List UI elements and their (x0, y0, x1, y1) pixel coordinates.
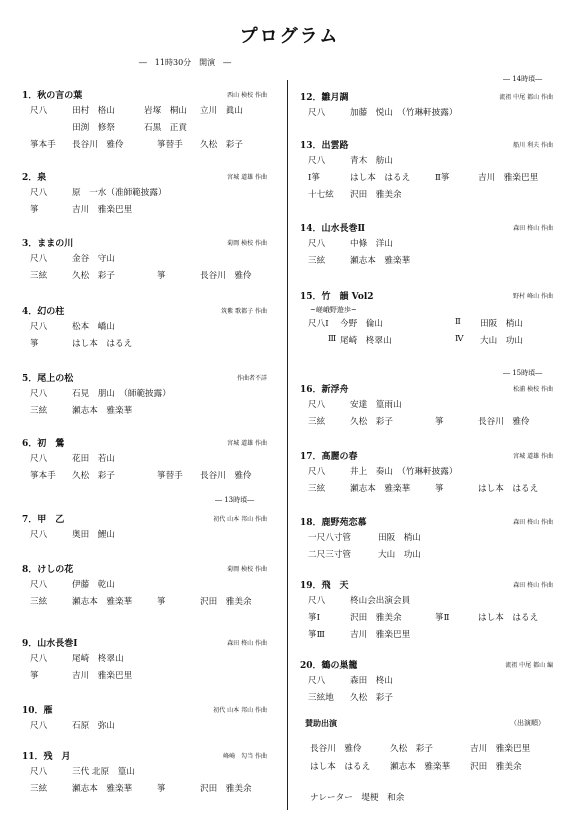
performer-row (300, 171, 553, 188)
part-label: 三絃 (308, 484, 326, 494)
performer-name: 中條 洋山 (350, 239, 393, 249)
program-header (300, 515, 553, 531)
performer-name: 安達 篁雨山 (350, 400, 402, 410)
program-item (300, 578, 553, 645)
program-title: 5．尾上の松 (22, 374, 74, 384)
program-header (22, 749, 267, 765)
part-label: 三絃 (30, 597, 48, 607)
part-label: 尺八 (308, 239, 326, 249)
part-label: 箏Ⅲ (308, 630, 325, 640)
performer-name: 吉川 雅楽巴里 (478, 173, 539, 183)
program-item (300, 449, 553, 499)
part-label: 三絃 (30, 784, 48, 794)
performer-name: 吉川 雅楽巴里 (72, 205, 133, 215)
performer-row (300, 415, 553, 432)
program-item (22, 703, 267, 736)
part-label: Ⅲ (328, 334, 337, 344)
performer-row (22, 121, 267, 138)
program-title: 2．泉 (22, 173, 47, 183)
program-title: 12．雛月調 (300, 93, 349, 103)
program-title: 10．雁 (22, 706, 53, 716)
part-label: 三絃 (308, 417, 326, 427)
part-label: 尺八Ⅰ (308, 319, 329, 329)
performer-name: 立川 眞山 (200, 106, 243, 116)
program-composer: 筑紫 歌都子 作曲 (221, 308, 267, 315)
part-label: 箏 (157, 597, 166, 607)
performer-name: 田阪 梢山 (480, 319, 523, 329)
performer-row (300, 548, 553, 565)
performer-name: 松本 嶠山 (72, 322, 115, 332)
performer-name: 瀬志本 雅楽華 (72, 406, 133, 416)
performer-row (22, 269, 267, 286)
program-header (300, 221, 553, 237)
part-label: 尺八 (30, 454, 48, 464)
program-header (300, 449, 553, 465)
program-composer: 船川 利夫 作曲 (513, 142, 553, 149)
performer-row (22, 404, 267, 421)
support-title: 賛助出演 (305, 718, 337, 728)
performer-name: 石黒 正貢 (144, 123, 187, 133)
performer-row (22, 652, 267, 669)
performer-name: 瀬志本 雅楽華 (72, 784, 133, 794)
part-label: 三絃地 (308, 693, 334, 703)
part-label: 尺八 (30, 254, 48, 264)
page-title: プログラム (239, 26, 340, 47)
performer-row (22, 387, 267, 404)
part-label: 箏Ⅱ (435, 613, 450, 623)
performer-row (22, 782, 267, 799)
program-title: 9．山水長巻Ⅰ (22, 639, 78, 649)
program-composer: 宮城 道雄 作曲 (227, 174, 267, 181)
program-header (22, 304, 267, 320)
performer-row (300, 317, 553, 334)
program-title: 17．高麗の春 (300, 452, 358, 462)
performer-name: 久松 彩子 (350, 693, 393, 703)
performer-name: 田村 格山 (72, 106, 115, 116)
program-composer: 菊岡 検校 作曲 (227, 240, 267, 247)
performer-row (22, 252, 267, 269)
performer-row (22, 104, 267, 121)
performer-name: 瀬志本 雅楽華 (350, 256, 411, 266)
performer-name: 井上 奏山 （竹琳軒披露） (350, 467, 458, 477)
performer-name: 長谷川 雅伶 (200, 271, 252, 281)
program-header (22, 636, 267, 652)
part-label: 尺八 (30, 530, 48, 540)
program-title: 18．鹿野苑恋慕 (300, 518, 367, 528)
program-composer: 宮城 道雄 作曲 (513, 453, 553, 460)
support-name: 沢田 雅美余 (470, 762, 522, 772)
program-composer: 初代 山本 邦山 作曲 (213, 516, 267, 523)
program-composer: 流祖 中尾 都山 編 (505, 662, 553, 669)
performer-name: 伊藤 乾山 (72, 580, 115, 590)
performer-row (22, 595, 267, 612)
performer-name: 沢田 雅美余 (200, 597, 252, 607)
performer-row (300, 106, 553, 123)
performer-row (22, 765, 267, 782)
performer-row (300, 154, 553, 171)
part-label: Ⅱ (455, 317, 461, 327)
timing-13: ― 13時頃― (215, 496, 255, 504)
performer-row (300, 482, 553, 499)
program-composer: 森田 柊山 作曲 (513, 225, 553, 232)
program-header (300, 578, 553, 594)
part-label: 尺八 (308, 156, 326, 166)
performer-name: はし本 はるえ (72, 339, 133, 349)
performer-row (300, 594, 553, 611)
performer-name: 森田 柊山 (350, 676, 393, 686)
performer-row (300, 674, 553, 691)
program-composer: 森田 柊山 作曲 (227, 640, 267, 647)
performer-row (300, 531, 553, 548)
performer-name: 尾崎 柊翠山 (340, 336, 392, 346)
performer-name: 花田 若山 (72, 454, 115, 464)
support-name: はし本 はるえ (310, 762, 371, 772)
program-header (300, 382, 553, 398)
program-title: 7．甲 乙 (22, 515, 65, 525)
part-label: 尺八 (308, 596, 326, 606)
timing-15: ― 15時頃― (503, 369, 543, 377)
performer-name: 三代 北原 篁山 (72, 767, 135, 777)
program-header (22, 236, 267, 252)
part-label: 箏 (30, 671, 39, 681)
performer-row (22, 719, 267, 736)
program-composer: 松浦 検校 作曲 (513, 386, 553, 393)
program-header (300, 138, 553, 154)
part-label: 尺八 (30, 721, 48, 731)
support-note: （出演順） (510, 719, 545, 727)
program-composer: 西山 検校 作曲 (227, 92, 267, 99)
column-divider (287, 80, 288, 810)
part-label: Ⅳ (455, 334, 464, 344)
part-label: 箏 (435, 417, 444, 427)
performer-name: 久松 彩子 (72, 271, 115, 281)
part-label: 箏 (157, 271, 166, 281)
program-composer: 峰崎 勾当 作曲 (223, 753, 267, 760)
part-label: 箏替手 (157, 140, 183, 150)
performer-name: はし本 はるえ (478, 613, 539, 623)
performer-name: 石原 弥山 (72, 721, 115, 731)
part-label: 尺八 (30, 188, 48, 198)
performer-name: 田阪 梢山 (378, 533, 421, 543)
program-composer: 野村 峰山 作曲 (513, 293, 553, 300)
performer-name: はし本 はるえ (478, 484, 539, 494)
support-name: 長谷川 雅伶 (310, 744, 362, 754)
program-item (22, 170, 267, 220)
part-label: 尺八 (30, 389, 48, 399)
performer-row (22, 337, 267, 354)
performer-name: 尾崎 柊翠山 (72, 654, 124, 664)
performer-row (22, 320, 267, 337)
program-title: 11．残 月 (22, 752, 71, 762)
performer-name: 瀬志本 雅楽華 (350, 484, 411, 494)
performer-row (22, 138, 267, 155)
performer-name: 沢田 雅美余 (350, 613, 402, 623)
part-label: 箏Ⅰ (308, 613, 320, 623)
program-item (22, 436, 267, 486)
performer-name: 大山 功山 (480, 336, 523, 346)
program-item (300, 289, 553, 351)
performer-name: 加藤 悦山 （竹琳軒披露） (350, 108, 458, 118)
performer-name: 奥田 鯉山 (72, 530, 115, 540)
performer-row (300, 611, 553, 628)
performer-row (300, 237, 553, 254)
support-name: 瀬志本 雅楽華 (390, 762, 451, 772)
performer-row (22, 578, 267, 595)
performer-row (22, 203, 267, 220)
performer-row (300, 398, 553, 415)
program-composer: 菊岡 検校 作曲 (227, 566, 267, 573)
performer-row (22, 186, 267, 203)
performer-row (22, 669, 267, 686)
program-header (22, 170, 267, 186)
part-label: 三絃 (308, 256, 326, 266)
program-header (300, 658, 553, 674)
part-label: 尺八 (30, 322, 48, 332)
performer-name: 原 一水（准師範披露） (72, 188, 167, 198)
performer-name: 今野 倫山 (340, 319, 383, 329)
program-item (300, 90, 553, 123)
program-title: 16．新浮舟 (300, 385, 349, 395)
program-item (22, 562, 267, 612)
program-composer: 流祖 中尾 都山 作曲 (499, 94, 553, 101)
program-header (22, 703, 267, 719)
program-item (22, 749, 267, 799)
program-item (22, 371, 267, 421)
program-title: 6．初 鶯 (22, 439, 65, 449)
program-title: 3．ままの川 (22, 239, 74, 249)
part-label: 箏替手 (157, 471, 183, 481)
performer-name: 柊山会出演会員 (350, 596, 411, 606)
program-header (22, 436, 267, 452)
part-label: 箏 (30, 205, 39, 215)
program-item (22, 512, 267, 545)
performer-name: はし本 はるえ (350, 173, 411, 183)
part-label: 尺八 (30, 580, 48, 590)
performer-row (300, 188, 553, 205)
performer-name: 久松 彩子 (350, 417, 393, 427)
program-title: 4．幻の柱 (22, 307, 65, 317)
program-title: 1．秋の言の葉 (22, 91, 83, 101)
part-label: 箏 (30, 339, 39, 349)
part-label: 尺八 (30, 106, 48, 116)
program-item (300, 138, 553, 205)
support-name: 久松 彩子 (390, 744, 433, 754)
program-item (300, 221, 553, 271)
performer-name: 沢田 雅美余 (200, 784, 252, 794)
start-time: ― 11時30分 開演 ― (138, 58, 232, 67)
program-item (22, 236, 267, 286)
part-label: 尺八 (308, 676, 326, 686)
part-label: 箏 (435, 484, 444, 494)
support-name: 吉川 雅楽巴里 (470, 744, 531, 754)
program-title: 14．山水長巻Ⅱ (300, 224, 366, 234)
part-label: Ⅱ箏 (435, 173, 450, 183)
program-item (22, 88, 267, 155)
performer-row (300, 254, 553, 271)
program-title: 15．竹 韻 Vol2 (300, 292, 374, 302)
performer-row (22, 528, 267, 545)
part-label: 三絃 (30, 406, 48, 416)
performer-name: 石見 朋山 （師範披露） (72, 389, 171, 399)
part-label: 箏本手 (30, 140, 56, 150)
program-header (22, 88, 267, 104)
timing-14: ― 14時頃― (503, 75, 543, 83)
part-label: 尺八 (308, 400, 326, 410)
program-item (22, 636, 267, 686)
performer-name: 吉川 雅楽巴里 (350, 630, 411, 640)
program-composer: 初代 山本 邦山 作曲 (213, 707, 267, 714)
performer-name: 青木 舫山 (350, 156, 393, 166)
performer-row (300, 691, 553, 708)
part-label: 三絃 (30, 271, 48, 281)
program-title: 8．けしの花 (22, 565, 74, 575)
performer-name: 田渕 修祭 (72, 123, 115, 133)
program-item (300, 515, 553, 565)
program-header (300, 289, 553, 305)
part-label: 箏 (157, 784, 166, 794)
program-composer: 宮城 道雄 作曲 (227, 440, 267, 447)
performer-name: 沢田 雅美余 (350, 190, 402, 200)
part-label: 岩塚 桐山 (144, 106, 187, 116)
program-title: 19．飛 天 (300, 581, 349, 591)
part-label: 十七絃 (308, 190, 334, 200)
performer-name: 吉川 雅楽巴里 (72, 671, 133, 681)
part-label: 一尺八寸管 (308, 533, 351, 543)
part-label: 尺八 (308, 467, 326, 477)
part-label: 箏本手 (30, 471, 56, 481)
part-label: 尺八 (308, 108, 326, 118)
program-header (22, 562, 267, 578)
narrator: ナレーター 堤梗 和余 (310, 793, 405, 803)
performer-name: 長谷川 雅伶 (72, 140, 124, 150)
part-label: 尺八 (30, 767, 48, 777)
program-title: 13．出雲路 (300, 141, 349, 151)
part-label: 二尺三寸管 (308, 550, 351, 560)
performer-name: 久松 彩子 (72, 471, 115, 481)
program-header (22, 512, 267, 528)
program-item (22, 304, 267, 354)
program-item (300, 382, 553, 432)
performer-name: 久松 彩子 (200, 140, 243, 150)
program-item (300, 658, 553, 708)
program-title: 20．鶴の巣籠 (300, 661, 358, 671)
performer-row (300, 628, 553, 645)
performer-name: 長谷川 雅伶 (478, 417, 530, 427)
program-header (300, 90, 553, 106)
part-label: Ⅰ箏 (308, 173, 320, 183)
performer-name: 大山 功山 (378, 550, 421, 560)
part-label: 尺八 (30, 654, 48, 664)
performer-name: 金谷 守山 (72, 254, 115, 264)
program-subtitle: ~嵯峨野遊歩~ (310, 306, 357, 314)
program-composer: 森田 柊山 作曲 (513, 582, 553, 589)
performer-row (300, 465, 553, 482)
performer-row (22, 452, 267, 469)
support-header (305, 718, 545, 732)
program-composer: 森田 柊山 作曲 (513, 519, 553, 526)
performer-row (300, 334, 553, 351)
program-composer: 作曲者不詳 (236, 375, 267, 382)
program-header (22, 371, 267, 387)
performer-name: 長谷川 雅伶 (200, 471, 252, 481)
performer-row (22, 469, 267, 486)
performer-name: 瀬志本 雅楽華 (72, 597, 133, 607)
